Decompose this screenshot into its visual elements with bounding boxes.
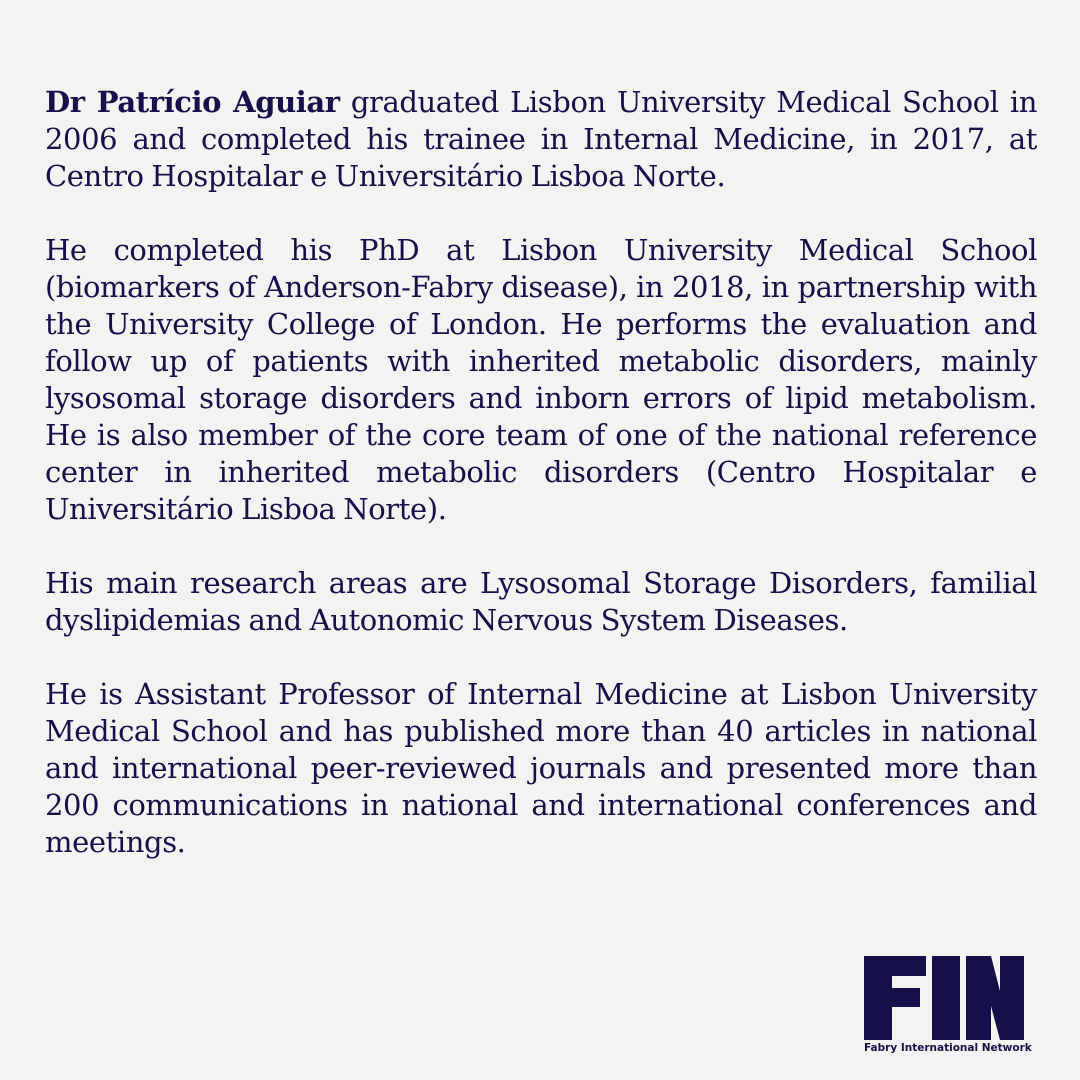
logo-caption: Fabry International Network	[864, 1042, 1032, 1054]
education-text: graduated Lisbon University Medical School in 2006 and completed his trainee in Internal Medicine, in 2017, at Centro Hospitalar e Universitário Lisboa Norte.	[45, 85, 1037, 193]
bio-paragraph-research: His main research areas are Lysosomal Storage Disorders, familial dyslipidemias and Autonomic Nervous System Diseases.	[45, 566, 1037, 637]
bio-paragraph-phd: He completed his PhD at Lisbon University Medical School (biomarkers of Anderson-Fabry disease), in 2018, in partnership with the University College of London. He performs the evaluation and follow up of patients with inherited metabolic disorders, mainly lysosomal storage disorders and inborn errors of lipid metabolism. He is also member of the core team of one of the national reference center in inherited metabolic disorders (Centro Hospitalar e Universitário Lisboa Norte).	[45, 233, 1037, 526]
fin-logo	[864, 956, 1032, 1054]
doctor-name: Dr Patrício Aguiar	[45, 85, 340, 119]
bio-paragraph-publications: He is Assistant Professor of Internal Medicine at Lisbon University Medical School and has published more than 40 articles in national and international peer-reviewed journals and presented more than 200 communications in national and international conferences and meetings.	[45, 677, 1037, 859]
bio-text-block	[45, 84, 1037, 898]
bio-paragraph-education	[45, 84, 1037, 195]
fin-logo-mark	[864, 956, 1024, 1040]
